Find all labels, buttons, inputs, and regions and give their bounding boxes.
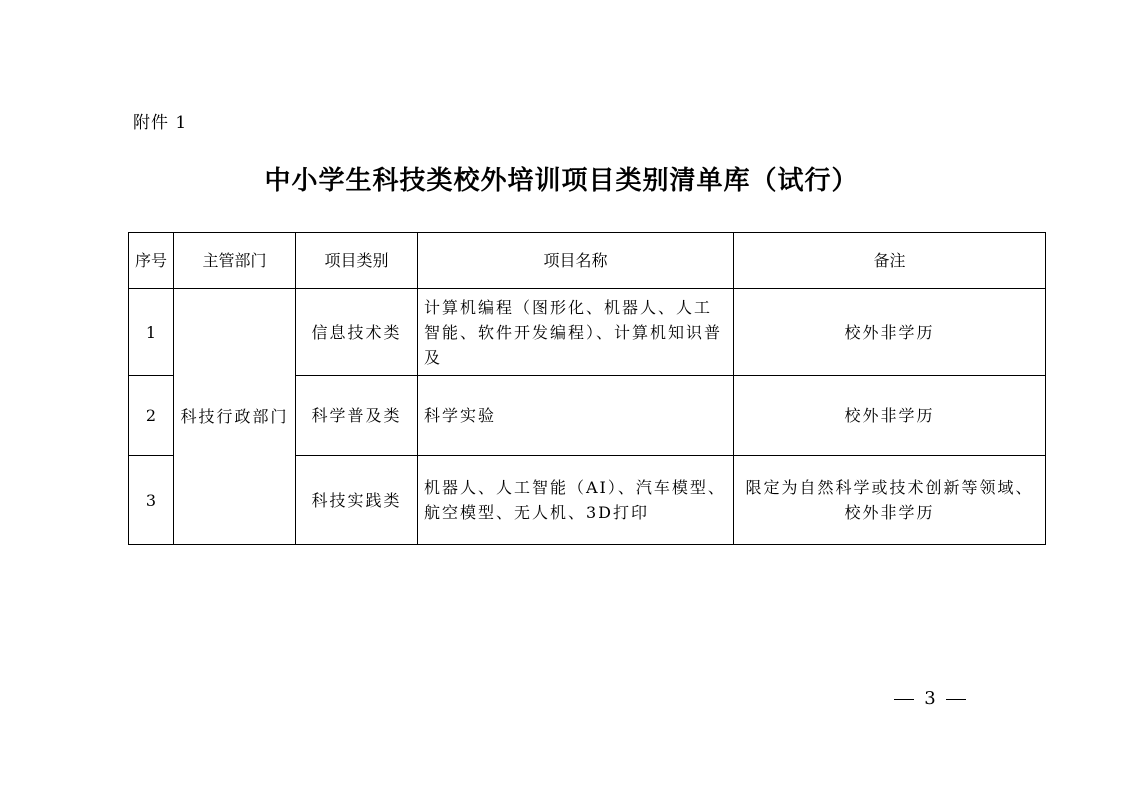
department-cell: 科技行政部门 [174,289,296,545]
table-header-row [129,233,1046,289]
header-department: 主管部门 [174,233,296,289]
page-dash-right [946,699,966,700]
row-note: 限定为自然科学或技术创新等领域、校外非学历 [734,456,1046,545]
row-category: 信息技术类 [296,289,418,376]
row-category: 科技实践类 [296,456,418,545]
page-number: 3 [924,688,936,709]
row-project-name: 计算机编程（图形化、机器人、人工智能、软件开发编程）、计算机知识普及 [418,289,734,376]
project-category-table [128,232,1046,545]
row-serial-no: 1 [129,289,174,376]
row-project-name: 科学实验 [418,376,734,456]
row-serial-no: 3 [129,456,174,545]
header-serial-no: 序号 [129,233,174,289]
table-row [129,289,1046,376]
header-project-name: 项目名称 [418,233,734,289]
header-note: 备注 [734,233,1046,289]
page-number-footer [0,688,1123,709]
row-category: 科学普及类 [296,376,418,456]
row-note: 校外非学历 [734,289,1046,376]
header-category: 项目类别 [296,233,418,289]
row-serial-no: 2 [129,376,174,456]
row-project-name: 机器人、人工智能（AI）、汽车模型、航空模型、无人机、3D打印 [418,456,734,545]
row-note: 校外非学历 [734,376,1046,456]
document-title: 中小学生科技类校外培训项目类别清单库（试行） [264,166,859,196]
page-dash-left [894,699,914,700]
attachment-label: 附件 1 [133,113,188,133]
